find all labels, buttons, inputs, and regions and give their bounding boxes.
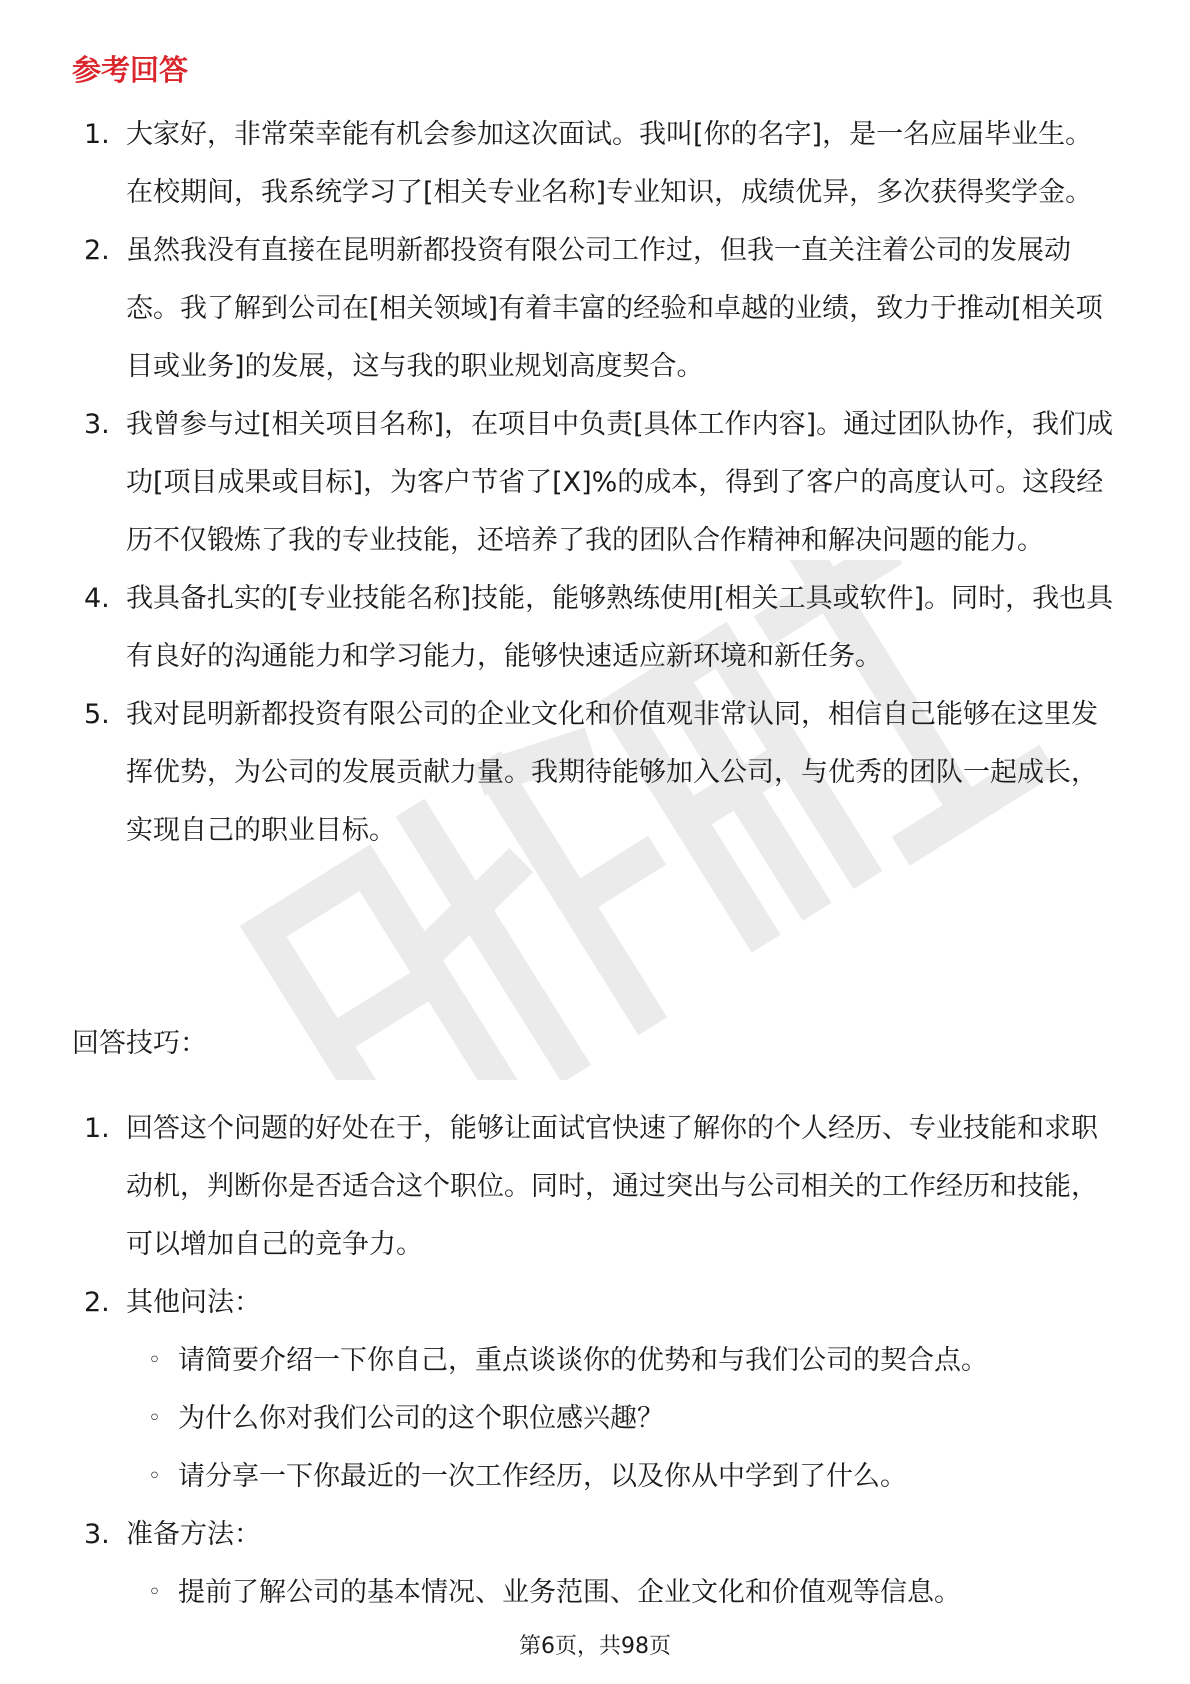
sub-item-text: 请分享一下你最近的一次工作经历，以及你从中学到了什么。	[178, 1461, 907, 1492]
list-number: 5.	[84, 699, 110, 730]
sub-list-item	[0, 1564, 1138, 1622]
list-item-text: 其他问法：	[126, 1287, 261, 1318]
list-number: 3.	[84, 409, 110, 440]
bullet-icon: ◦	[148, 1580, 161, 1605]
list-item-text: 我具备扎实的[专业技能名称]技能，能够熟练使用[相关工具或软件]。同时，我也具有良好的沟通能力和学习能力，能够快速适应新环境和新任务。	[126, 583, 1114, 672]
list-item	[0, 222, 1116, 396]
list-item	[0, 570, 1116, 686]
list-item-text: 准备方法：	[126, 1519, 261, 1550]
tips-heading: 回答技巧：	[72, 1028, 207, 1059]
list-number: 2.	[84, 235, 110, 266]
list-item-text: 大家好，非常荣幸能有机会参加这次面试。我叫[你的名字]，是一名应届毕业生。在校期间，我系统学习了[相关专业名称]专业知识，成绩优异，多次获得奖学金。	[126, 119, 1093, 208]
list-number: 2.	[84, 1287, 110, 1318]
list-item-text: 虽然我没有直接在昆明新都投资有限公司工作过，但我一直关注着公司的发展动态。我了解到公司在[相关领域]有着丰富的经验和卓越的业绩，致力于推动[相关项目或业务]的发展，这与我的职业规划高度契合。	[126, 235, 1103, 382]
sub-list-item	[0, 1448, 1138, 1506]
list-item	[0, 396, 1116, 570]
list-item-text: 我对昆明新都投资有限公司的企业文化和价值观非常认同，相信自己能够在这里发挥优势，为公司的发展贡献力量。我期待能够加入公司，与优秀的团队一起成长，实现自己的职业目标。	[126, 699, 1098, 846]
list-item	[0, 1100, 1116, 1274]
bullet-icon: ◦	[148, 1348, 161, 1373]
answer-heading: 参考回答	[72, 53, 189, 87]
sub-item-text: 提前了解公司的基本情况、业务范围、企业文化和价值观等信息。	[178, 1577, 961, 1608]
list-item	[0, 1506, 1116, 1564]
tips-list	[0, 1100, 1190, 1622]
sub-item-text: 请简要介绍一下你自己，重点谈谈你的优势和与我们公司的契合点。	[178, 1345, 988, 1376]
list-number: 1.	[84, 119, 110, 150]
list-number: 4.	[84, 583, 110, 614]
sub-list-item	[0, 1390, 1138, 1448]
list-item	[0, 1274, 1116, 1332]
sub-item-text: 为什么你对我们公司的这个职位感兴趣？	[178, 1403, 664, 1434]
list-item-text: 回答这个问题的好处在于，能够让面试官快速了解你的个人经历、专业技能和求职动机，判断你是否适合这个职位。同时，通过突出与公司相关的工作经历和技能，可以增加自己的竞争力。	[126, 1113, 1098, 1260]
list-item	[0, 106, 1116, 222]
list-item	[0, 686, 1116, 860]
bullet-icon: ◦	[148, 1406, 161, 1431]
page-number: 第6页，共98页	[519, 1634, 671, 1659]
list-number: 3.	[84, 1519, 110, 1550]
sub-list-item	[0, 1332, 1138, 1390]
answer-list	[0, 106, 1190, 860]
list-number: 1.	[84, 1113, 110, 1144]
list-item-text: 我曾参与过[相关项目名称]，在项目中负责[具体工作内容]。通过团队协作，我们成功[项目成果或目标]，为客户节省了[X]%的成本，得到了客户的高度认可。这段经历不仅锻炼了我的专业技能，还培养了我的团队合作精神和解决问题的能力。	[126, 409, 1114, 556]
bullet-icon: ◦	[148, 1464, 161, 1489]
